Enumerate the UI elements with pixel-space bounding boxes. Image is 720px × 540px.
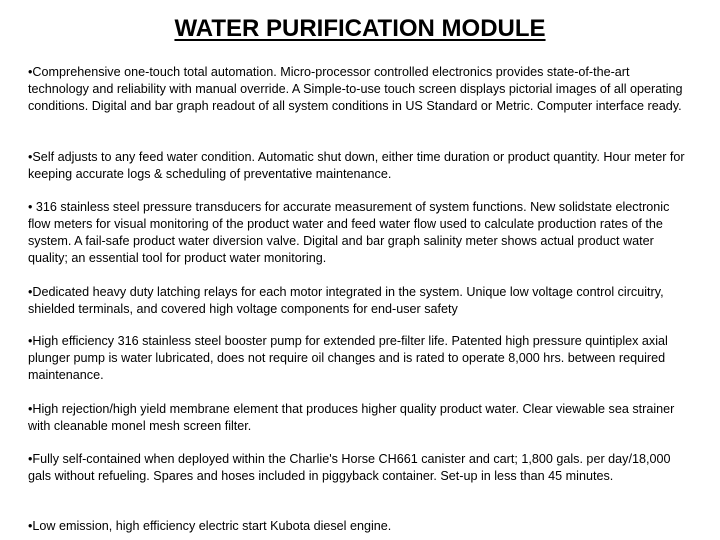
page-title	[0, 14, 720, 44]
bullet-self-contained: •Fully self-contained when deployed within the Charlie's Horse CH661 canister and cart; 1,800 gals. per day/18,000 gals without refueling. Spares and hoses included in piggyback container. Set-up in less than 45 minutes.	[28, 452, 671, 483]
bullet-automation: •Comprehensive one-touch total automation. Micro-processor controlled electronics provides state-of-the-art technology and reliability with manual override. A Simple-to-use touch screen displays pictorial images of all operating conditions. Digital and bar graph readout of all system conditions in US Standard or Metric. Computer interface ready.	[28, 65, 683, 113]
bullet-booster-pump: •High efficiency 316 stainless steel booster pump for extended pre-filter life. Patented high pressure quintiplex axial plunger pump is water lubricated, does not require oil changes and is rated to operate 8,000 hrs. between required maintenance.	[28, 334, 668, 382]
bullet-membrane: •High rejection/high yield membrane element that produces higher quality product water. Clear viewable sea strainer with cleanable monel mesh screen filter.	[28, 402, 675, 433]
bullet-pressure-transducers: • 316 stainless steel pressure transducers for accurate measurement of system functions. New solidstate electronic flow meters for visual monitoring of the product water and feed water flow used to calculate production rates of the system. A fail-safe product water diversion valve. Digital and bar graph salinity meter shows actual product water quality; an essential tool for product water monitoring.	[28, 200, 670, 265]
bullet-engine: •Low emission, high efficiency electric start Kubota diesel engine.	[28, 519, 392, 533]
bullet-self-adjust: •Self adjusts to any feed water condition. Automatic shut down, either time duration or product quantity. Hour meter for keeping accurate logs & scheduling of preventative maintenance.	[28, 150, 685, 181]
page-title-text: WATER PURIFICATION MODULE	[174, 15, 546, 42]
bullet-relays: •Dedicated heavy duty latching relays for each motor integrated in the system. Unique low voltage control circuitry, shielded terminals, and covered high voltage components for end-user safety	[28, 285, 664, 316]
